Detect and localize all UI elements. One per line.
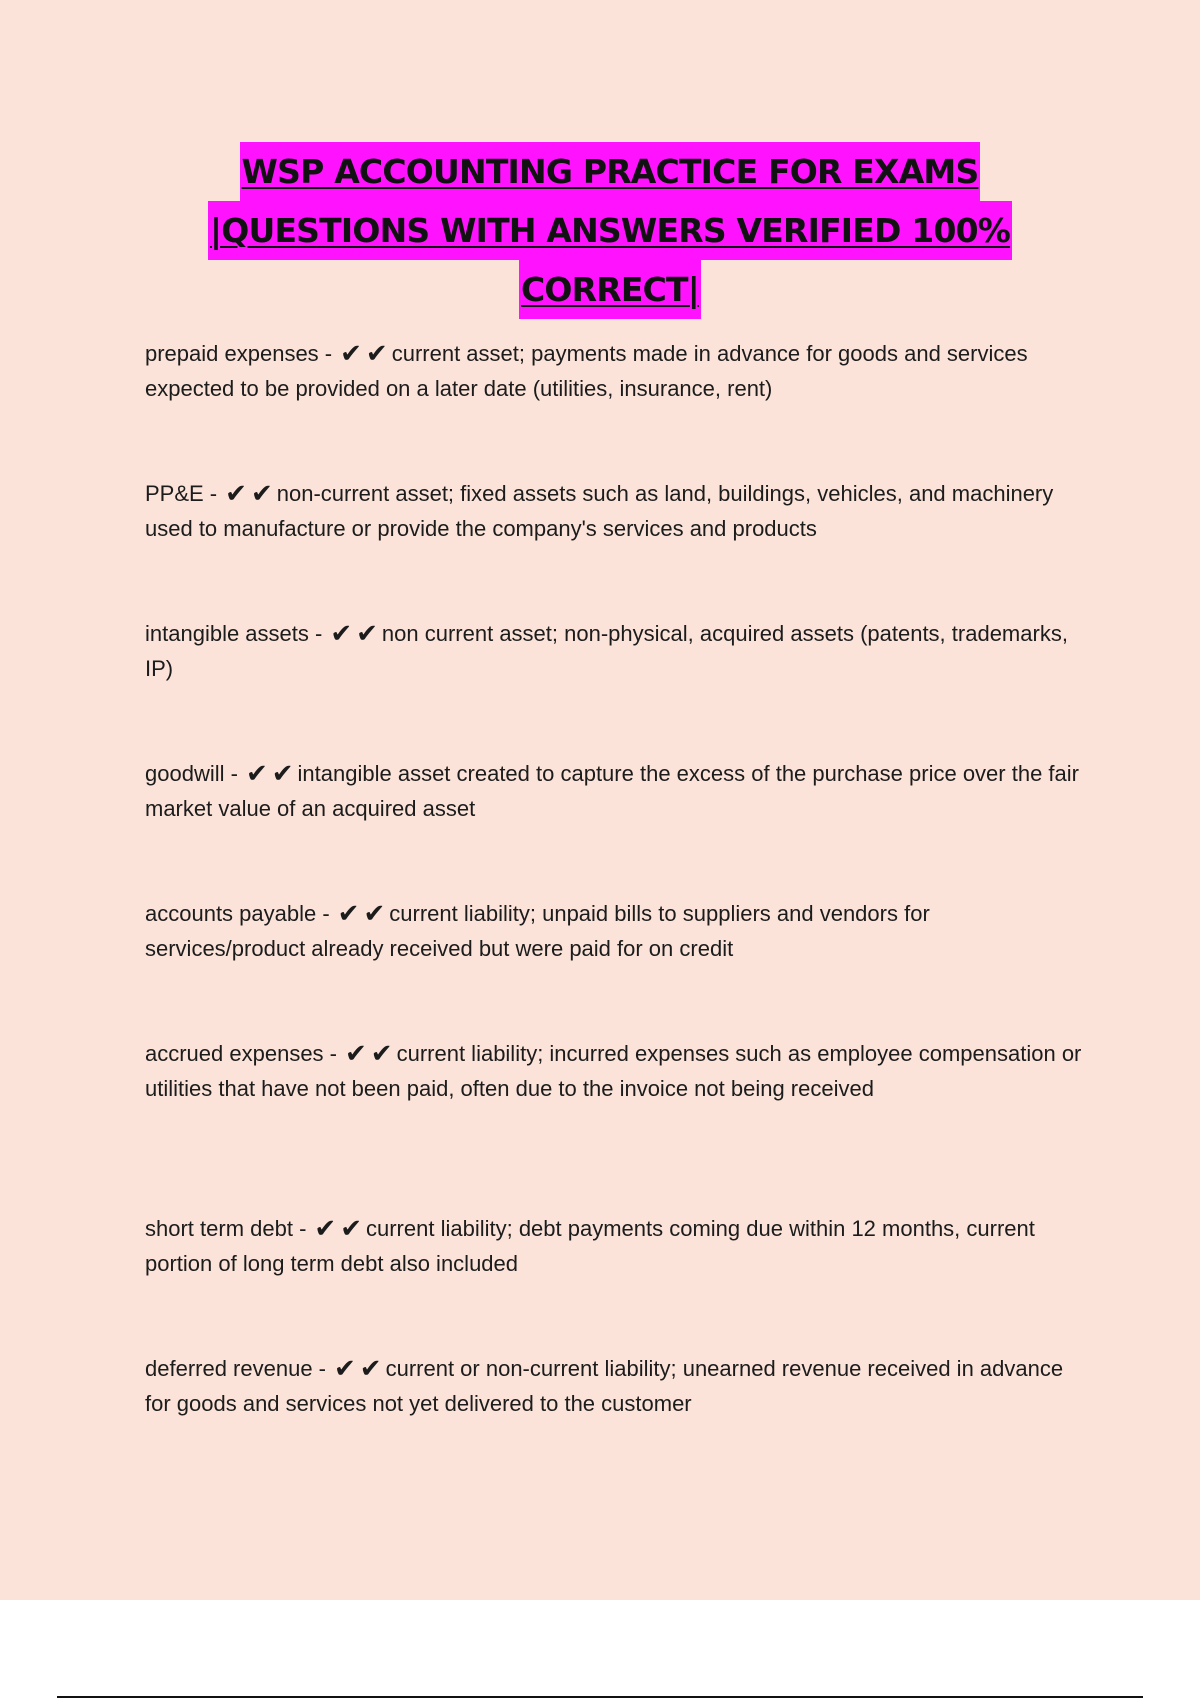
term: prepaid expenses - xyxy=(145,341,333,366)
list-item xyxy=(145,1036,1085,1106)
list-item xyxy=(145,756,1085,826)
term: deferred revenue - xyxy=(145,1356,326,1381)
document-title xyxy=(110,142,1110,319)
checkmark-icon: ✔ xyxy=(356,618,378,648)
term: accounts payable - xyxy=(145,901,330,926)
checkmark-icon: ✔ xyxy=(225,478,247,508)
checkmark-icon: ✔ xyxy=(250,478,273,508)
checkmark-icon: ✔ xyxy=(359,1353,382,1383)
checkmark-icon: ✔ xyxy=(365,338,388,368)
list-item xyxy=(145,336,1085,406)
term: goodwill - xyxy=(145,761,238,786)
definition: current liability; unpaid bills to suppliers and vendors for services/product already received but were paid for on credit xyxy=(145,901,930,961)
checkmark-icon: ✔ xyxy=(340,338,362,368)
definition: non current asset; non-physical, acquired assets (patents, trademarks, IP) xyxy=(145,621,1068,681)
title-line-2: |QUESTIONS WITH ANSWERS VERIFIED 100% xyxy=(208,201,1012,260)
checkmark-icon: ✔ xyxy=(334,1353,356,1383)
list-item xyxy=(145,616,1085,686)
list-item xyxy=(145,896,1085,966)
title-line-1: WSP ACCOUNTING PRACTICE FOR EXAMS xyxy=(240,142,981,201)
checkmark-icon: ✔ xyxy=(370,1038,393,1068)
term: short term debt - xyxy=(145,1216,307,1241)
definition: intangible asset created to capture the excess of the purchase price over the fair market value of an acquired asset xyxy=(145,761,1079,821)
checkmark-icon: ✔ xyxy=(330,618,353,648)
term: accrued expenses - xyxy=(145,1041,337,1066)
definition: current liability; incurred expenses such as employee compensation or utilities that have not been paid, often due to the invoice not being received xyxy=(145,1041,1082,1101)
definition: current asset; payments made in advance for goods and services expected to be provided on a later date (utilities, insurance, rent) xyxy=(145,341,1028,401)
title-line-3: CORRECT| xyxy=(519,260,701,319)
definition: current or non-current liability; unearned revenue received in advance for goods and services not yet delivered to the customer xyxy=(145,1356,1064,1416)
checkmark-icon: ✔ xyxy=(271,758,294,788)
checkmark-icon: ✔ xyxy=(314,1213,337,1243)
definition: non-current asset; fixed assets such as land, buildings, vehicles, and machinery used to manufacture or provide the company's services and products xyxy=(145,481,1054,541)
list-item xyxy=(145,1211,1085,1281)
footer-divider xyxy=(57,1696,1143,1698)
term: intangible assets - xyxy=(145,621,323,646)
term: PP&E - xyxy=(145,481,218,506)
checkmark-icon: ✔ xyxy=(363,898,386,928)
checkmark-icon: ✔ xyxy=(337,898,360,928)
list-item xyxy=(145,1351,1085,1421)
checkmark-icon: ✔ xyxy=(345,1038,367,1068)
checkmark-icon: ✔ xyxy=(245,758,268,788)
list-item xyxy=(145,476,1085,546)
checkmark-icon: ✔ xyxy=(340,1213,362,1243)
definition: current liability; debt payments coming due within 12 months, current portion of long term debt also included xyxy=(145,1216,1035,1276)
